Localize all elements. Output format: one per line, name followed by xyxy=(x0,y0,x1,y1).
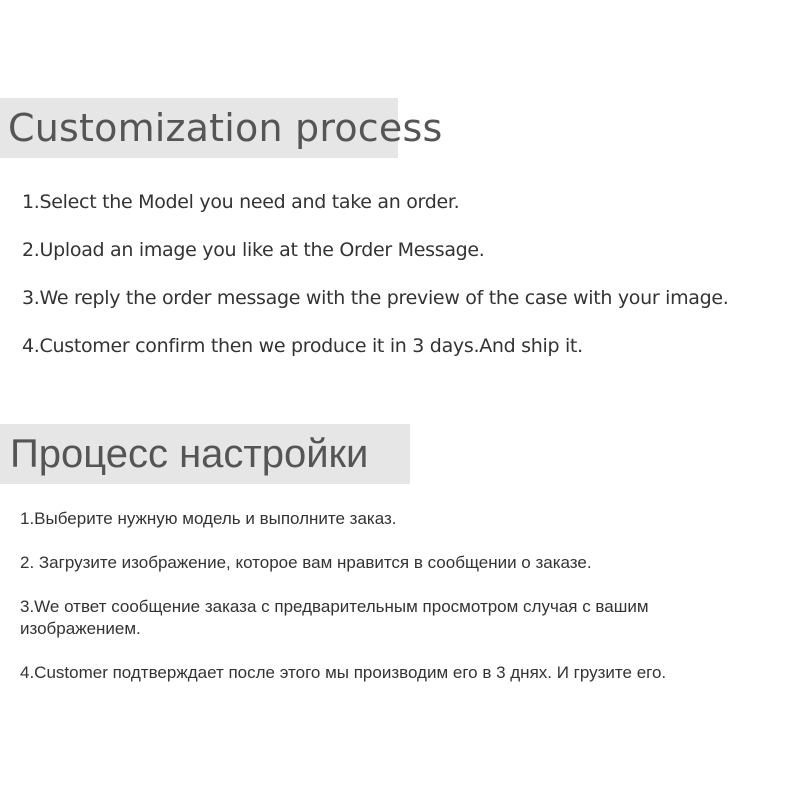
russian-step-3: 3.We ответ сообщение заказа с предварительным просмотром случая с вашим изображением. xyxy=(20,597,649,638)
english-step-3: 3.We reply the order message with the preview of the case with your image. xyxy=(22,287,729,309)
english-steps-list xyxy=(22,186,792,378)
russian-step-1: 1.Выберите нужную модель и выполните заказ. xyxy=(20,509,397,528)
russian-steps-list xyxy=(20,508,795,706)
russian-step-2: 2. Загрузите изображение, которое вам нравится в сообщении о заказе. xyxy=(20,553,592,572)
russian-heading: Процесс настройки xyxy=(0,424,410,484)
english-heading: Customization process xyxy=(0,98,398,158)
english-step-2: 2.Upload an image you like at the Order Message. xyxy=(22,239,485,261)
russian-section xyxy=(0,424,800,682)
english-section xyxy=(0,98,800,357)
russian-step-4: 4.Customer подтверждает после этого мы производим его в 3 днях. И грузите его. xyxy=(20,663,667,682)
english-step-4: 4.Customer confirm then we produce it in 3 days.And ship it. xyxy=(22,335,583,357)
english-step-1: 1.Select the Model you need and take an order. xyxy=(22,191,460,213)
